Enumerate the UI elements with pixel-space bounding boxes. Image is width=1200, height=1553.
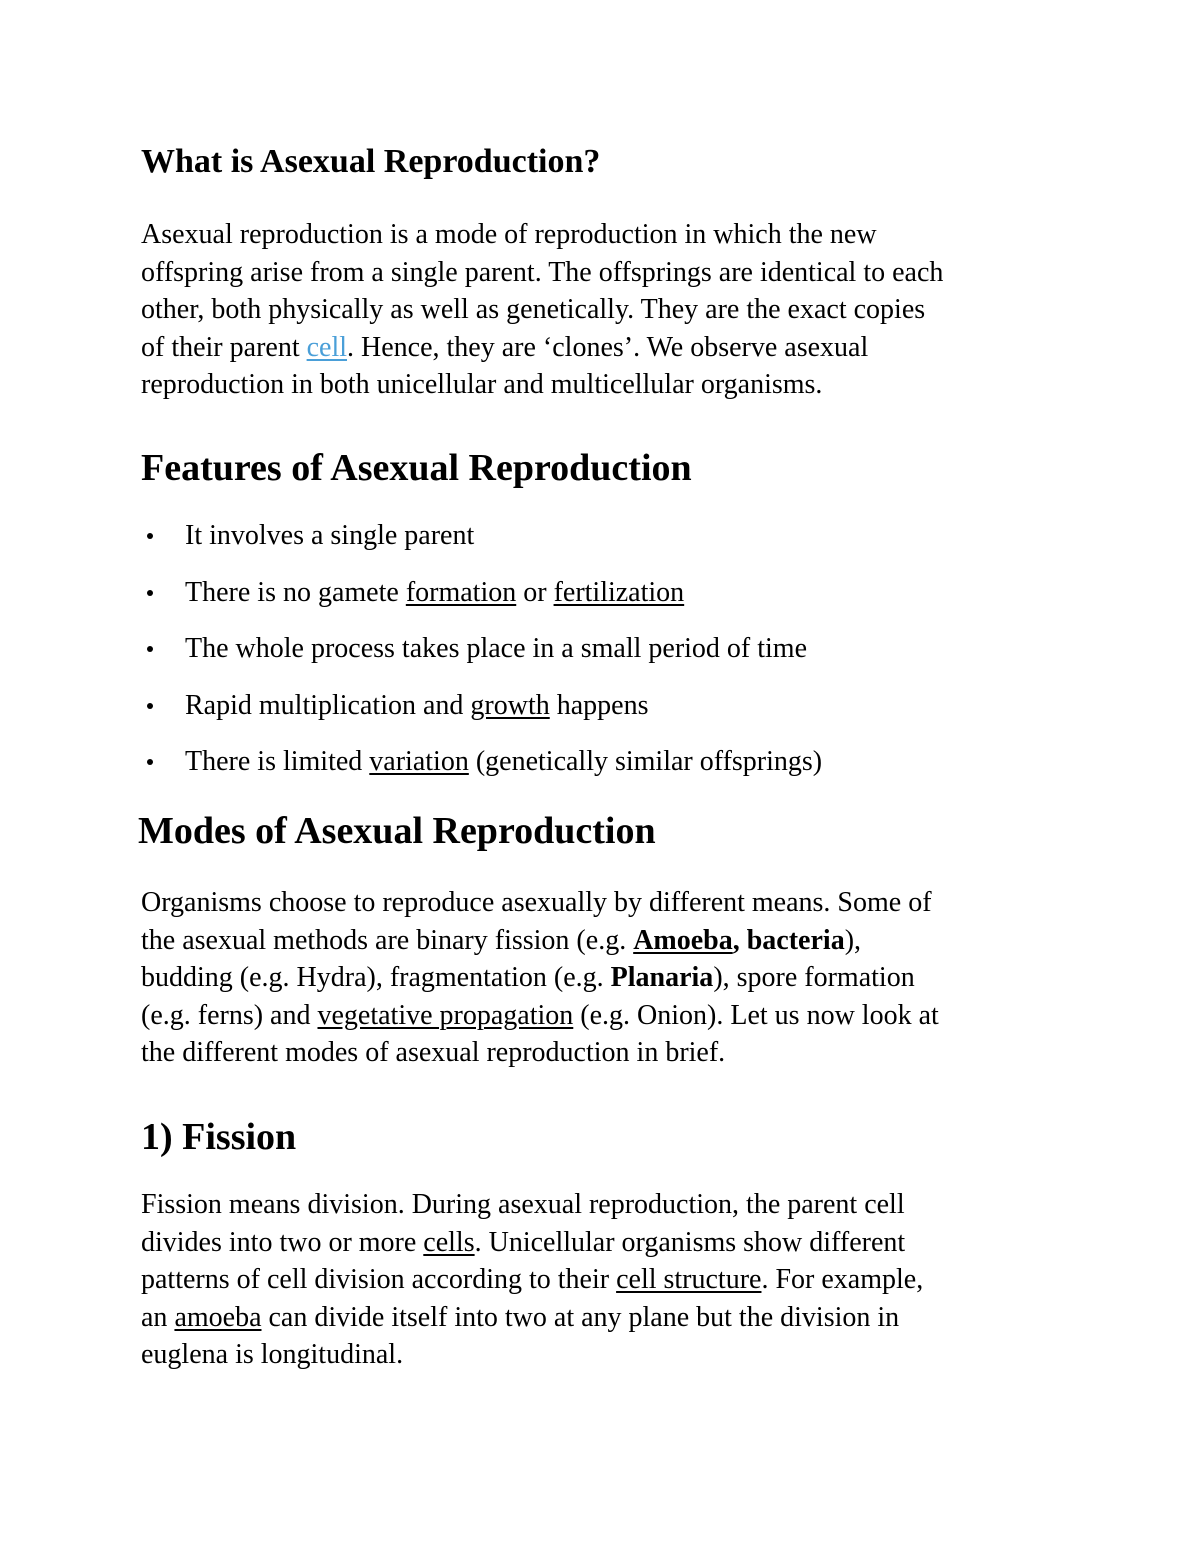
list-item <box>141 518 822 575</box>
planaria-bold: Planaria <box>610 962 714 993</box>
text-line: Fission means division. During asexual reproduction, the parent cell <box>141 1189 905 1220</box>
amoeba-link[interactable]: Amoeba <box>633 924 733 956</box>
list-item <box>141 575 822 632</box>
text-fragment: . Hence, they are ‘clones’. We observe asexual <box>347 331 869 363</box>
paragraph-fission <box>141 1186 1071 1374</box>
bullet-text: The whole process takes place in a small period of time <box>185 633 808 665</box>
text-fragment: ), <box>844 924 862 956</box>
heading-what-is-asexual-reproduction: What is Asexual Reproduction? <box>141 143 601 180</box>
bullet-icon <box>147 590 153 596</box>
text-line: the different modes of asexual reproduction in brief. <box>141 1037 726 1068</box>
bullet-icon <box>147 646 153 652</box>
text-line <box>141 959 1071 997</box>
bullet-icon <box>147 759 153 765</box>
text-line <box>141 1299 1071 1337</box>
text-line <box>141 1224 1071 1262</box>
bullet-icon <box>147 703 153 709</box>
bullet-icon <box>147 533 153 539</box>
text-line: Asexual reproduction is a mode of reproduction in which the new <box>141 219 877 250</box>
text-line: Organisms choose to reproduce asexually by different means. Some of <box>141 887 932 918</box>
formation-link[interactable]: formation <box>405 576 517 608</box>
text-line <box>141 997 1071 1035</box>
text-fragment: . Unicellular organisms show different <box>474 1226 906 1258</box>
text-line: euglena is longitudinal. <box>141 1339 404 1370</box>
text-line <box>141 329 1071 367</box>
text-fragment: an <box>141 1301 175 1333</box>
paragraph-modes <box>141 884 1071 1072</box>
text-fragment: There is no gamete <box>185 576 406 608</box>
heading-modes: Modes of Asexual Reproduction <box>138 810 656 852</box>
text-fragment: divides into two or more <box>141 1226 424 1258</box>
amoeba-fission-link[interactable]: amoeba <box>174 1301 262 1333</box>
text-fragment: patterns of cell division according to their <box>141 1264 617 1295</box>
text-line: reproduction in both unicellular and multicellular organisms. <box>141 369 823 400</box>
text-fragment: (e.g. ferns) and <box>141 999 318 1031</box>
text-line: other, both physically as well as genetically. They are the exact copies <box>141 294 926 325</box>
paragraph-what <box>141 216 1071 404</box>
text-fragment: (genetically similar offsprings) <box>468 746 823 778</box>
cell-structure-link[interactable]: cell structure <box>616 1264 762 1295</box>
text-fragment: ), spore formation <box>713 962 915 993</box>
text-line <box>141 1261 1071 1299</box>
text-fragment: of their parent <box>141 331 307 363</box>
text-fragment: the asexual methods are binary fission (e.g. <box>141 924 634 956</box>
text-fragment: or <box>516 576 554 608</box>
text-fragment: can divide itself into two at any plane but the division in <box>261 1301 900 1333</box>
text-fragment: There is limited <box>185 746 370 778</box>
heading-fission: 1) Fission <box>141 1116 297 1158</box>
text-fragment: . For example, <box>761 1264 924 1295</box>
cell-link[interactable]: cell <box>306 331 348 363</box>
text-fragment: Rapid multiplication and <box>185 689 471 721</box>
variation-link[interactable]: variation <box>369 746 469 778</box>
fertilization-link[interactable]: fertilization <box>553 576 685 608</box>
text-fragment: budding (e.g. Hydra), fragmentation (e.g. <box>141 962 611 993</box>
text-line: offspring arise from a single parent. The offsprings are identical to each <box>141 256 944 288</box>
text-line <box>141 922 1071 960</box>
features-list <box>141 518 822 801</box>
text-fragment: happens <box>549 689 649 721</box>
cells-link[interactable]: cells <box>423 1226 475 1258</box>
list-item <box>141 688 822 745</box>
heading-features: Features of Asexual Reproduction <box>141 447 692 489</box>
list-item <box>141 744 822 801</box>
list-item <box>141 631 822 688</box>
growth-link[interactable]: growth <box>470 689 550 721</box>
vegetative-propagation-link[interactable]: vegetative propagation <box>317 999 574 1031</box>
text-fragment: , bacteria <box>732 924 845 956</box>
text-fragment: (e.g. Onion). Let us now look at <box>573 999 939 1031</box>
bullet-text: It involves a single parent <box>185 520 475 551</box>
